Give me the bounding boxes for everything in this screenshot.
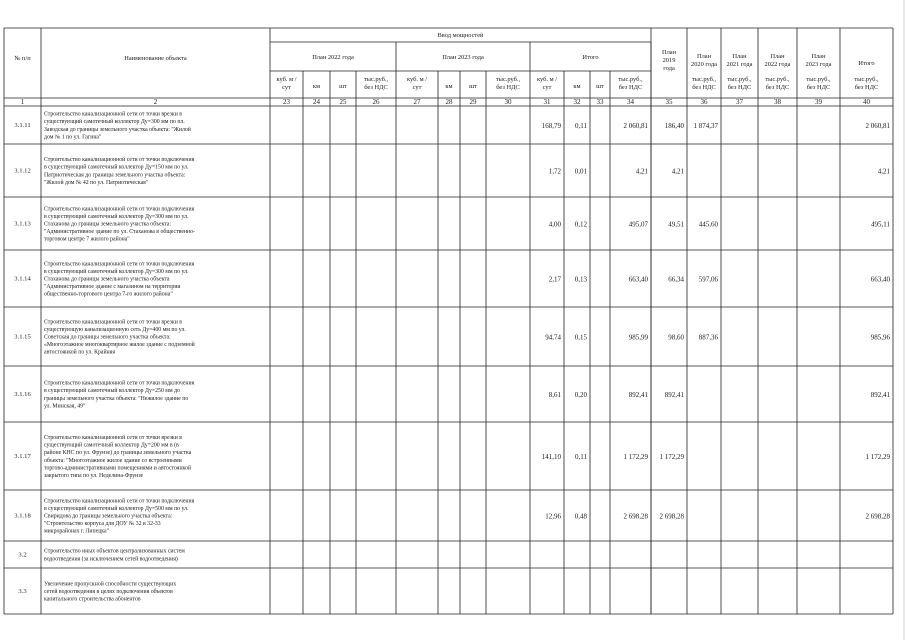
cost-2019: 1 172,29: [659, 453, 684, 461]
header-unit-rub: тыс.руб.,: [363, 76, 389, 83]
row-number: 3.2: [18, 551, 27, 559]
object-name: существующий самотечный коллектор Ду=300 мм по пл.: [44, 119, 185, 126]
cost-2019: 66,34: [668, 275, 684, 284]
header-unit-rub: без НДС: [854, 84, 879, 91]
object-name: Свиридова до границы земельного участка объекта:: [44, 513, 173, 520]
header-unit-rub: тыс.руб.,: [806, 76, 831, 83]
object-name: водоотведения (за исключением сетей водоотведения): [44, 556, 178, 563]
total-capacity-m3: 141,10: [541, 453, 561, 461]
column-number: 34: [627, 98, 634, 106]
header-unit-m3: куб. м /: [276, 76, 297, 83]
cost-2019: 98,60: [668, 333, 684, 342]
header-unit-rub: без НДС: [618, 84, 643, 91]
header-unit-km: км: [573, 83, 581, 90]
object-name: Строительство канализационной сети от точки подключения: [44, 498, 195, 505]
header-unit-rub: тыс.руб.,: [618, 76, 643, 83]
object-name: Заводская до границы земельного участка объекта: "Жилой: [44, 126, 191, 133]
row-number: 3.3: [18, 588, 27, 595]
object-name: Советская до границы земельного участка объекта:: [44, 334, 171, 341]
total-capacity-m3: 168,79: [541, 122, 561, 130]
cost-total: 2 060,81: [865, 122, 890, 130]
header-unit-rub: тыс.руб.,: [854, 76, 879, 83]
header-plan-2019: года: [663, 65, 675, 72]
object-name: Увеличение пропускной способности существующих: [44, 581, 177, 588]
column-number: 28: [445, 98, 453, 106]
column-number: 38: [774, 98, 781, 106]
object-name: «Многоэтажное многоквартирное жилое здание с подземной: [44, 342, 195, 349]
row-number: 3.1.16: [14, 391, 31, 398]
total-cost: 2 698,28: [623, 512, 648, 521]
object-name: "Административное здание с магазином на территории: [44, 284, 181, 291]
cost-2019: 2 698,28: [659, 512, 684, 521]
cost-2019: 49,51: [668, 220, 684, 229]
total-length-km: 0,12: [574, 220, 587, 229]
header-plan-2021: 2021 года: [726, 61, 753, 68]
column-number: 27: [413, 98, 421, 106]
object-name: в существующий самотечный коллектор Ду=300 мм по ул.: [44, 268, 189, 275]
header-capacity: Ввод мощностей: [437, 32, 484, 39]
header-unit-rub: тыс.руб.,: [495, 76, 521, 83]
object-name: торговом центре 7 жилого района": [44, 236, 130, 243]
cost-total: 1 172,29: [865, 453, 890, 461]
column-number: 30: [504, 98, 512, 106]
total-length-km: 0,13: [574, 275, 587, 284]
header-plan-2020: 2020 года: [691, 61, 717, 68]
total-cost: 892,41: [628, 391, 648, 399]
row-number: 3.1.14: [14, 275, 31, 283]
total-length-km: 0,11: [575, 122, 587, 130]
header-unit-rub: без НДС: [692, 84, 716, 91]
column-number: 40: [863, 98, 870, 106]
header-unit-rub: без НДС: [806, 84, 831, 91]
object-name: существующий самотечный коллектор Ду=200 мм в (в: [44, 442, 179, 449]
header-unit-rub: тыс.руб.,: [727, 76, 752, 83]
total-length-km: 0,20: [574, 391, 587, 399]
object-name: Строительство канализационной сети от точки подключения: [44, 157, 195, 164]
object-name: Стаханова до границы земельного участка объекта: [44, 276, 170, 283]
object-name: закрытого типа по ул. Неделина-Фрунзе: [44, 473, 144, 479]
total-cost: 495,07: [628, 220, 648, 229]
column-number: 37: [736, 98, 743, 106]
header-unit-m3: сут: [282, 84, 291, 91]
column-number: 31: [543, 98, 551, 106]
total-capacity-m3: 12,96: [545, 512, 561, 521]
column-number: 26: [372, 98, 380, 106]
object-name: границы земельного участка объекта: "Нежилое здание по: [44, 395, 189, 402]
header-plan-2023-sum: 2023 года: [805, 61, 832, 68]
object-name: Строительство канализационной сети от точки подключения: [44, 206, 195, 213]
header-unit-rub: без НДС: [765, 84, 790, 91]
object-name: автостоянкой по ул. Крайняя: [44, 349, 115, 356]
object-name: в существующий самотечный коллектор Ду=250 мм до: [44, 388, 180, 395]
header-unit-km: км: [445, 83, 453, 90]
object-name: торгово-административными помещениями и автостоянкой: [44, 465, 192, 472]
object-name: сетей водоотведения в целях подключения объектов: [44, 589, 173, 595]
column-number: 35: [665, 98, 673, 106]
column-number: 24: [313, 98, 320, 106]
header-plan-2023-sum: План: [811, 53, 826, 60]
header-plan-2022-sum: План: [770, 53, 785, 60]
row-number: 3.1.15: [14, 333, 31, 341]
cost-total: 4,21: [877, 167, 890, 176]
header-unit-m3: куб. м /: [537, 76, 557, 83]
cost-2020: 887,36: [698, 333, 718, 342]
total-cost: 985,99: [628, 333, 648, 342]
column-number: 1: [20, 98, 25, 106]
cost-total: 892,41: [870, 391, 890, 399]
column-number: 36: [700, 98, 708, 106]
header-unit-km: км: [312, 83, 321, 90]
header-plan-2023: План 2023 года: [442, 54, 484, 61]
total-length-km: 0,48: [574, 512, 587, 521]
object-name: существующую канализационную сеть Ду=400 мм по ул.: [44, 326, 186, 333]
cost-2020: 1 874,37: [693, 122, 718, 130]
total-capacity-m3: 8,61: [548, 391, 561, 399]
header-plan-2020: План: [696, 53, 712, 60]
cost-2019: 186,40: [664, 122, 684, 130]
column-number: 2: [153, 98, 158, 106]
object-name: ул. Минская, 49": [44, 403, 86, 410]
header-unit-m3: сут: [542, 84, 552, 91]
column-number: 39: [815, 98, 822, 106]
object-name: Строительство канализационной сети от точки врезки в: [44, 319, 182, 326]
object-name: Строительство иных объектов централизованных систем: [44, 548, 185, 555]
row-number: 3.1.11: [14, 122, 31, 129]
object-name: Строительство канализационной сети от точки врезки в: [44, 435, 182, 441]
header-unit-sht: шт: [469, 83, 477, 90]
header-plan-2019: План: [661, 49, 677, 56]
object-name: в существующий самотечный коллектор Ду=150 мм по ул.: [44, 164, 189, 171]
column-number: 25: [339, 98, 347, 106]
cost-2019: 4,21: [671, 167, 684, 176]
header-plan-2022-sum: 2022 года: [764, 61, 791, 68]
header-total: Итого: [582, 54, 599, 61]
object-name: "Строительство корпуса для ДОУ № 32 в 32-33: [44, 521, 161, 528]
total-length-km: 0,11: [575, 453, 587, 461]
object-name: "Жилой дом № 42 по ул. Патриотическая": [44, 179, 149, 186]
header-unit-m3: сут: [412, 84, 422, 91]
cost-total: 495,11: [871, 220, 890, 229]
header-total-sum: Итого: [858, 60, 875, 67]
header-unit-rub: тыс.руб.,: [691, 76, 717, 83]
row-number: 3.1.13: [14, 220, 31, 228]
object-name: Строительство канализационной сети от точки подключения: [44, 261, 195, 268]
header-number: № п/п: [14, 55, 31, 62]
total-capacity-m3: 4,00: [548, 220, 561, 229]
header-unit-rub: без НДС: [364, 84, 388, 91]
row-number: 3.1.12: [14, 167, 31, 175]
object-name: общественно-торгового центра 7-го жилого района": [44, 291, 173, 298]
cost-total: 663,40: [870, 275, 890, 284]
object-name: Строительство канализационной сети от точки врезки в: [44, 111, 182, 118]
row-number: 3.1.18: [14, 512, 31, 520]
header-unit-rub: тыс.руб.,: [765, 76, 790, 83]
column-number: 29: [469, 98, 477, 106]
header-unit-rub: без НДС: [496, 84, 520, 91]
header-name: Наименование объекта: [124, 55, 187, 62]
object-name: Патриотическая до границы земельного участка объекта:: [44, 172, 186, 179]
object-name: в существующий самотечный коллектор Ду=300 мм по ул.: [44, 213, 189, 220]
object-name: объекта: "Многоэтажное жилое здание со встроенными: [44, 457, 182, 464]
object-name: Строительство канализационной сети от точки подключения: [44, 380, 195, 387]
total-cost: 1 172,29: [623, 453, 648, 461]
total-cost: 2 060,81: [623, 122, 648, 130]
object-name: Стаханова до границы земельного участка объекта:: [44, 221, 172, 228]
total-cost: 663,40: [628, 275, 648, 284]
object-name: микрорайонах г. Липецка": [44, 528, 109, 535]
row-number: 3.1.17: [14, 453, 31, 460]
header-unit-m3: куб. м /: [407, 76, 427, 83]
header-unit-sht: шт: [596, 83, 604, 90]
column-number: 33: [596, 98, 604, 106]
header-unit-sht: шт: [339, 83, 347, 90]
cost-total: 985,96: [870, 333, 890, 342]
header-plan-2019: 2019: [662, 57, 676, 64]
cost-2020: 597,06: [698, 275, 718, 284]
object-name: "Административное здание по ул. Стаханова в общественно-: [44, 229, 195, 236]
header-plan-2022: План 2022 года: [312, 54, 354, 61]
header-plan-2021: План: [732, 53, 747, 60]
total-length-km: 0,01: [574, 167, 587, 176]
object-name: в существующий самотечный коллектор Ду=500 мм по ул.: [44, 505, 189, 512]
cost-2020: 445,60: [698, 220, 718, 229]
table-text: [14, 32, 890, 603]
total-capacity-m3: 94,74: [545, 333, 561, 342]
object-name: дом № 1 по ул. Гагина": [44, 134, 102, 141]
cost-total: 2 698,28: [865, 512, 890, 521]
total-capacity-m3: 2,17: [548, 275, 561, 284]
total-cost: 4,21: [635, 167, 648, 176]
cost-2019: 892,41: [664, 391, 684, 399]
object-name: капитального строительства абонентов: [44, 596, 141, 603]
object-name: районе КНС по ул. Фрунзе) до границы земельного участка: [44, 450, 192, 457]
column-number: 32: [573, 98, 581, 106]
column-number: 23: [283, 98, 290, 106]
total-length-km: 0,15: [574, 333, 587, 342]
header-unit-rub: без НДС: [727, 84, 752, 91]
total-capacity-m3: 1,72: [548, 167, 561, 176]
